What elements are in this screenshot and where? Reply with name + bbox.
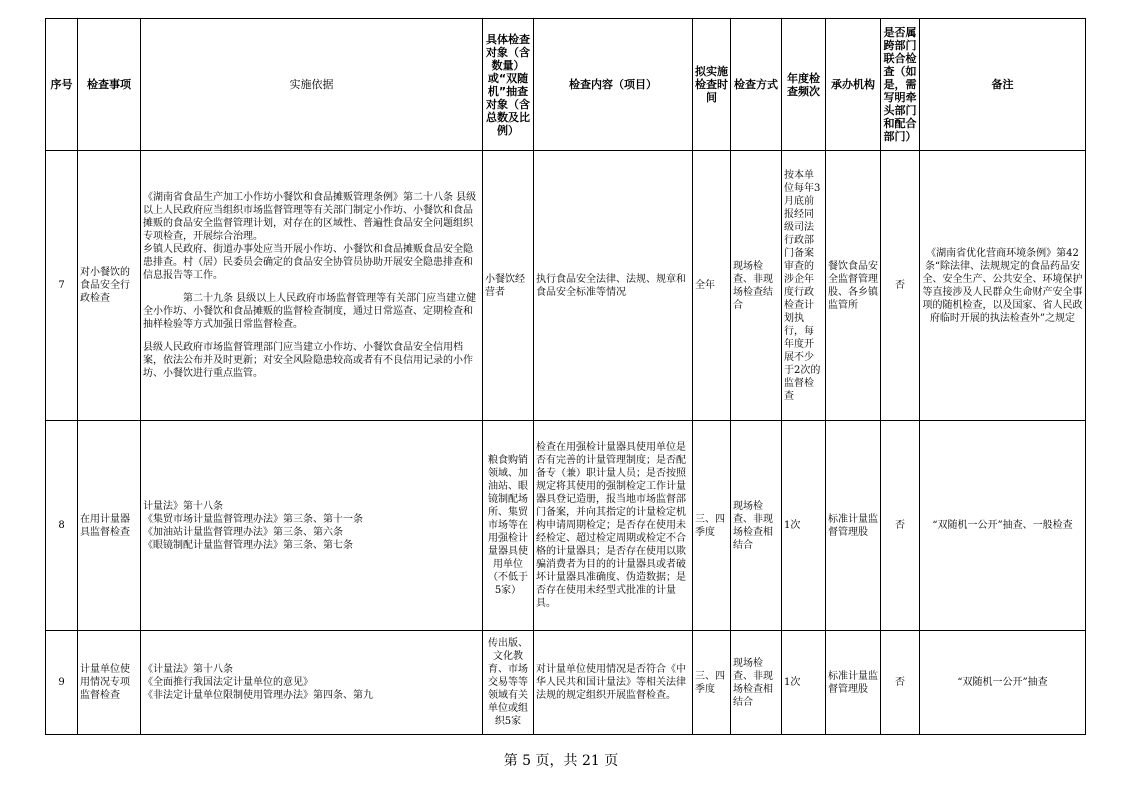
header-agency: 承办机构 bbox=[826, 19, 881, 151]
row-joint: 否 bbox=[881, 151, 920, 421]
basis-paragraph: 《集贸市场计量监督管理办法》第三条、第十一条 bbox=[143, 513, 363, 525]
row-time: 三、四季度 bbox=[693, 421, 731, 631]
header-method: 检查方式 bbox=[731, 19, 782, 151]
row-seq: 7 bbox=[46, 151, 78, 421]
header-row bbox=[46, 19, 1086, 151]
row-remark: 《湖南省优化营商环境条例》第42条“除法律、法规规定的食品药品安全、安全生产、公共安全、环境保护等直接涉及人民群众生命财产安全事项的随机检查，以及国家、省人民政府临时开展的执法检查外”之规定 bbox=[920, 151, 1086, 421]
table-row bbox=[46, 421, 1086, 631]
row-freq: 1次 bbox=[782, 631, 826, 735]
header-seq: 序号 bbox=[46, 19, 78, 151]
row-content: 执行食品安全法律、法规、规章和食品安全标准等情况 bbox=[534, 151, 693, 421]
header-content: 检查内容（项目） bbox=[534, 19, 693, 151]
row-target: 传出版、文化教育、市场交易等等领域有关单位或组织5家 bbox=[483, 631, 534, 735]
row-item: 在用计量器具监督检查 bbox=[78, 421, 141, 631]
row-target: 小餐饮经营者 bbox=[483, 151, 534, 421]
basis-paragraph: 乡镇人民政府、街道办事处应当开展小作坊、小餐饮和食品摊贩食品安全隐患排查。村（居）民委员会确定的食品安全协管员协助开展安全隐患排查和信息报告等工作。 bbox=[143, 244, 473, 281]
row-target: 粮食购销领域、加油站、眼镜制配场所、集贸市场等在用强检计量器具使用单位（不低于5家） bbox=[483, 421, 534, 631]
basis-paragraph: 《非法定计量单位限制使用管理办法》第四条、第九 bbox=[143, 690, 373, 701]
basis-paragraph: 《全面推行我国法定计量单位的意见》 bbox=[143, 677, 313, 688]
row-item: 对小餐饮的食品安全行政检查 bbox=[78, 151, 141, 421]
row-seq: 9 bbox=[46, 631, 78, 735]
page-number: 第 5 页，共 21 页 bbox=[503, 753, 619, 769]
row-agency: 标准计量监督管理股 bbox=[826, 631, 881, 735]
row-basis bbox=[141, 151, 483, 421]
row-freq: 1次 bbox=[782, 421, 826, 631]
row-freq: 按本单位每年3月底前报经同级司法行政部门备案审查的涉企年度行政检查计划执行，每年度开展不少于2次的监督检查 bbox=[782, 151, 826, 421]
basis-paragraph: 《计量法》第十八条 bbox=[143, 664, 233, 675]
basis-paragraph: 《湖南省食品生产加工小作坊小餐饮和食品摊贩管理条例》第二十八条 县级以上人民政府应当组织市场监督管理等有关部门制定小作坊、小餐饮和食品摊贩的食品安全监督管理计划，对存在的区域性、普遍性食品安全问题组织专项检查，开展综合治理。 bbox=[143, 192, 477, 242]
basis-paragraph: 《眼镜制配计量监督管理办法》第三条、第七条 bbox=[143, 539, 353, 551]
row-joint: 否 bbox=[881, 421, 920, 631]
inspection-plan-table bbox=[45, 18, 1086, 735]
header-time: 拟实施检查时间 bbox=[693, 19, 731, 151]
row-content: 检查在用强检计量器具使用单位是否有完善的计量管理制度；是否配备专（兼）职计量人员；是否按照规定将其使用的强制检定工作计量器具登记造册，报当地市场监督部门备案，并向其指定的计量检定机构申请周期检定；是否存在使用未经检定、超过检定周期或检定不合格的计量器具；是否存在使用以欺骗消费者为目的的计量器具或者破坏计量器具准确度、伪造数据；是否存在使用未经型式批准的计量具。 bbox=[534, 421, 693, 631]
row-method: 现场检查、非现场检查结合 bbox=[731, 151, 782, 421]
header-joint: 是否属跨部门联合检查（如是，需写明牵头部门和配合部门） bbox=[881, 19, 920, 151]
header-item: 检查事项 bbox=[78, 19, 141, 151]
table-row bbox=[46, 151, 1086, 421]
row-method: 现场检查、非现场检查相结合 bbox=[731, 421, 782, 631]
row-item: 计量单位使用情况专项监督检查 bbox=[78, 631, 141, 735]
row-time: 三、四季度 bbox=[693, 631, 731, 735]
row-content: 对计量单位使用情况是否符合《中华人民共和国计量法》等相关法律法规的规定组织开展监督检查。 bbox=[534, 631, 693, 735]
basis-paragraph: 第二十九条 县级以上人民政府市场监督管理等有关部门应当建立健全小作坊、小餐饮和食品摊贩的监督检查制度，通过日常巡查、定期检查和抽样检验等方式加强日常监督检查。 bbox=[143, 293, 477, 330]
basis-paragraph: 县级人民政府市场监督管理部门应当建立小作坊、小餐饮食品安全信用档案，依法公布并及时更新；对安全风险隐患较高或者有不良信用记录的小作坊、小餐饮进行重点监管。 bbox=[143, 342, 473, 379]
row-basis bbox=[141, 421, 483, 631]
header-target: 具体检查对象（含数量）或“双随机”抽查对象（含总数及比例） bbox=[483, 19, 534, 151]
basis-paragraph: 计量法》第十八条 bbox=[143, 500, 223, 512]
table-row bbox=[46, 631, 1086, 735]
header-freq: 年度检查频次 bbox=[782, 19, 826, 151]
basis-paragraph: 《加油站计量监督管理办法》第三条、第六条 bbox=[143, 526, 343, 538]
header-remark: 备注 bbox=[920, 19, 1086, 151]
header-basis: 实施依据 bbox=[141, 19, 483, 151]
row-basis bbox=[141, 631, 483, 735]
row-agency: 餐饮食品安全监督管理股、各乡镇监管所 bbox=[826, 151, 881, 421]
row-joint: 否 bbox=[881, 631, 920, 735]
row-method: 现场检查、非现场检查相结合 bbox=[731, 631, 782, 735]
row-time: 全年 bbox=[693, 151, 731, 421]
row-remark: “双随机一公开”抽查 bbox=[920, 631, 1086, 735]
row-remark: “双随机一公开”抽查、一般检查 bbox=[920, 421, 1086, 631]
row-agency: 标准计量监督管理股 bbox=[826, 421, 881, 631]
row-seq: 8 bbox=[46, 421, 78, 631]
